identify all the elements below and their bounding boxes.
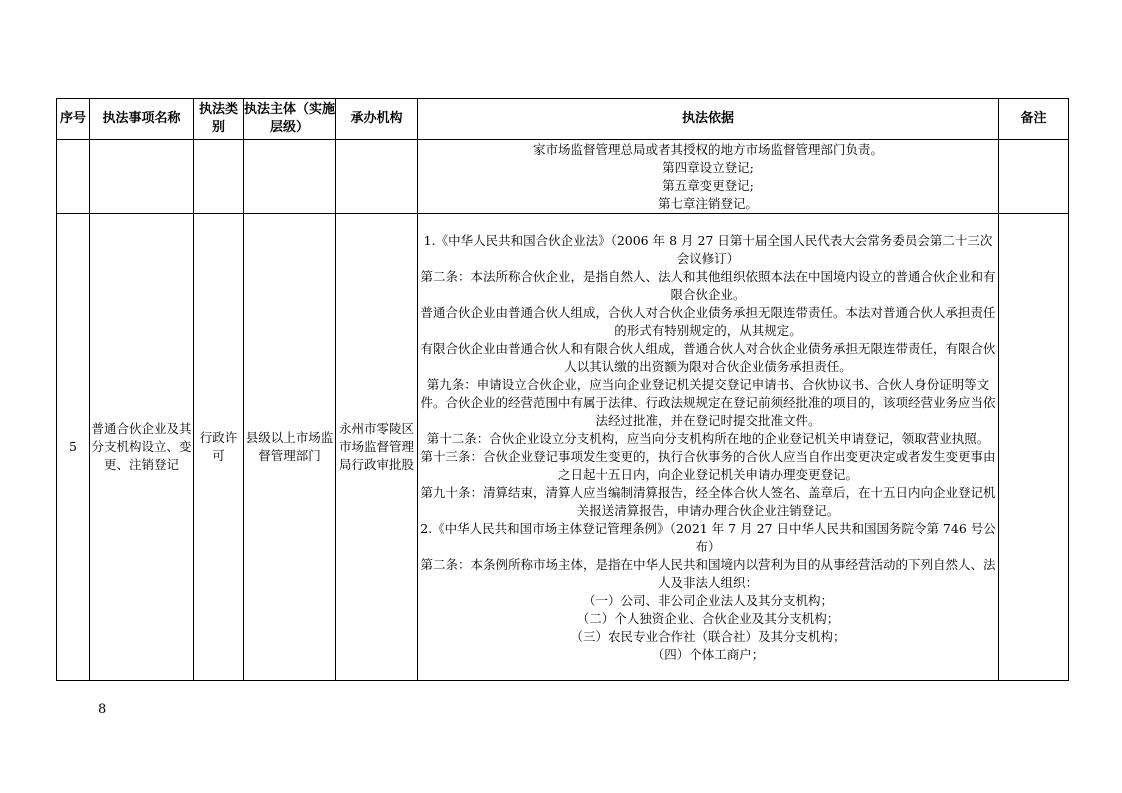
row5-seq: 5 bbox=[57, 214, 90, 681]
basis-paragraph: 2.《中华人民共和国市场主体登记管理条例》（2021 年 7 月 27 日中华人民共和国国务院令第 746 号公布） bbox=[420, 520, 996, 554]
basis-paragraph: （四）个体工商户； bbox=[651, 646, 765, 662]
header-remark: 备注 bbox=[999, 99, 1069, 140]
row5-basis bbox=[418, 214, 999, 681]
page-number: 8 bbox=[98, 702, 107, 717]
basis-paragraph: 第九条：申请设立合伙企业，应当向企业登记机关提交登记申请书、合伙协议书、合伙人身份证明等文件。合伙企业的经营范围中有属于法律、行政法规规定在登记前须经批准的项目的，该项经营业务应当依法经过批准，并在登记时提交批准文件。 bbox=[420, 376, 996, 428]
header-basis: 执法依据 bbox=[418, 99, 999, 140]
basis-paragraph: 1.《中华人民共和国合伙企业法》（2006 年 8 月 27 日第十届全国人民代表大会常务委员会第二十三次会议修订） bbox=[423, 232, 993, 266]
enforcement-table bbox=[56, 98, 1069, 681]
basis-paragraph: （一）公司、非公司企业法人及其分支机构； bbox=[582, 592, 833, 608]
basis-paragraph: 第二条：本条例所称市场主体，是指在中华人民共和国境内以营利为目的从事经营活动的下列自然人、法人及非法人组织： bbox=[420, 556, 996, 590]
row5-category: 行政许可 bbox=[194, 214, 244, 681]
basis-line: 第四章设立登记; bbox=[662, 160, 754, 175]
row5-agency: 永州市零陵区市场监督管理局行政审批股 bbox=[336, 214, 418, 681]
basis-line: 第七章注销登记。 bbox=[657, 196, 758, 211]
basis-paragraph: 第十三条：合伙企业登记事项发生变更的，执行合伙事务的合伙人应当自作出变更决定或者发生变更事由之日起十五日内，向企业登记机关申请办理变更登记。 bbox=[420, 448, 996, 482]
basis-line: 家市场监督管理总局或者其授权的地方市场监督管理部门负责。 bbox=[532, 142, 883, 157]
row5-remark bbox=[999, 214, 1069, 681]
continued-row bbox=[57, 140, 1069, 214]
continued-item-cell bbox=[90, 140, 194, 214]
table-row bbox=[57, 214, 1069, 681]
continued-subject-cell bbox=[244, 140, 336, 214]
continued-category-cell bbox=[194, 140, 244, 214]
basis-paragraph: （二）个人独资企业、合伙企业及其分支机构； bbox=[576, 610, 840, 626]
header-category: 执法类别 bbox=[194, 99, 244, 140]
continued-basis-cell bbox=[418, 140, 999, 214]
basis-paragraph: 有限合伙企业由普通合伙人和有限合伙人组成，普通合伙人对合伙企业债务承担无限连带责任，有限合伙人以其认缴的出资额为限对合伙企业债务承担责任。 bbox=[420, 340, 996, 374]
header-subject: 执法主体（实施层级） bbox=[244, 99, 336, 140]
basis-paragraph: （三）农民专业合作社（联合社）及其分支机构； bbox=[570, 628, 846, 644]
basis-line: 第五章变更登记; bbox=[662, 178, 754, 193]
basis-paragraph: 第十二条：合伙企业设立分支机构，应当向分支机构所在地的企业登记机关申请登记，领取营业执照。 bbox=[426, 430, 990, 446]
continued-agency-cell bbox=[336, 140, 418, 214]
basis-paragraph: 普通合伙企业由普通合伙人组成，合伙人对合伙企业债务承担无限连带责任。本法对普通合伙人承担责任的形式有特别规定的，从其规定。 bbox=[420, 304, 996, 338]
row5-item-name: 普通合伙企业及其分支机构设立、变更、注销登记 bbox=[90, 214, 194, 681]
basis-paragraph: 第二条：本法所称合伙企业，是指自然人、法人和其他组织依照本法在中国境内设立的普通合伙企业和有限合伙企业。 bbox=[420, 268, 996, 302]
header-agency: 承办机构 bbox=[336, 99, 418, 140]
header-item-name: 执法事项名称 bbox=[90, 99, 194, 140]
header-row bbox=[57, 99, 1069, 140]
row5-subject: 县级以上市场监督管理部门 bbox=[244, 214, 336, 681]
basis-paragraph: 第九十条：清算结束，清算人应当编制清算报告，经全体合伙人签名、盖章后，在十五日内向企业登记机关报送清算报告，申请办理合伙企业注销登记。 bbox=[420, 484, 996, 518]
continued-remark-cell bbox=[999, 140, 1069, 214]
continued-seq-cell bbox=[57, 140, 90, 214]
header-seq: 序号 bbox=[57, 99, 90, 140]
